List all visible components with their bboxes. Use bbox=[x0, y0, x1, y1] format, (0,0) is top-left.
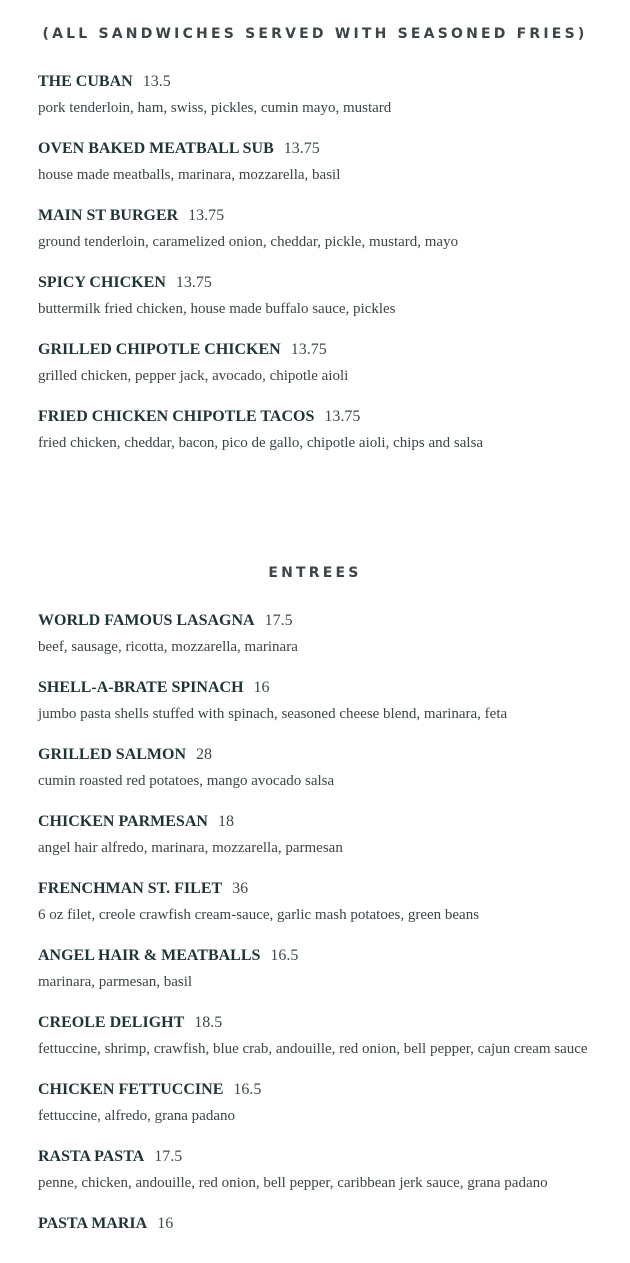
menu-item-price: 13.75 bbox=[283, 140, 320, 157]
menu-item-price: 16 bbox=[253, 679, 270, 696]
menu-item-price: 28 bbox=[196, 746, 213, 763]
menu-item bbox=[38, 611, 598, 660]
sandwiches-heading: (ALL SANDWICHES SERVED WITH SEASONED FRIES) bbox=[42, 26, 588, 42]
menu-item-header bbox=[38, 206, 598, 226]
menu-item bbox=[38, 678, 598, 727]
menu-item-price: 18.5 bbox=[194, 1014, 223, 1031]
menu-item-name: WORLD FAMOUS LASAGNA bbox=[38, 612, 255, 629]
menu-item-price: 13.75 bbox=[188, 207, 225, 224]
menu-item bbox=[38, 72, 598, 121]
menu-item bbox=[38, 1080, 598, 1129]
menu-item-price: 13.75 bbox=[290, 341, 327, 358]
menu-item-description: fettuccine, shrimp, crawfish, blue crab, andouille, red onion, bell pepper, cajun cream sauce bbox=[38, 1041, 588, 1057]
entrees-list bbox=[38, 611, 598, 1252]
menu-item-header bbox=[38, 1147, 598, 1167]
menu-item-description: cumin roasted red potatoes, mango avocado salsa bbox=[38, 773, 335, 789]
sandwiches-list bbox=[38, 72, 598, 474]
menu-item-name: CHICKEN PARMESAN bbox=[38, 813, 208, 830]
menu-item-description: grilled chicken, pepper jack, avocado, chipotle aioli bbox=[38, 368, 349, 384]
menu-item-description: 6 oz filet, creole crawfish cream-sauce, garlic mash potatoes, green beans bbox=[38, 907, 480, 923]
menu-item-price: 16.5 bbox=[233, 1081, 262, 1098]
menu-item-name: OVEN BAKED MEATBALL SUB bbox=[38, 140, 274, 157]
menu-item-header bbox=[38, 946, 598, 966]
menu-item-description: buttermilk fried chicken, house made buffalo sauce, pickles bbox=[38, 301, 396, 317]
menu-item-header bbox=[38, 1013, 598, 1033]
menu-item-header bbox=[38, 139, 598, 159]
menu-item-name: FRIED CHICKEN CHIPOTLE TACOS bbox=[38, 408, 315, 425]
menu-item-header bbox=[38, 812, 598, 832]
menu-item-name: SHELL-A-BRATE SPINACH bbox=[38, 679, 244, 696]
menu-item-description: pork tenderloin, ham, swiss, pickles, cumin mayo, mustard bbox=[38, 100, 392, 116]
menu-item-name: CHICKEN FETTUCCINE bbox=[38, 1081, 224, 1098]
menu-item-header bbox=[38, 340, 598, 360]
menu-item-header bbox=[38, 407, 598, 427]
menu-item-price: 17.5 bbox=[264, 612, 293, 629]
menu-item-header bbox=[38, 879, 598, 899]
menu-item bbox=[38, 139, 598, 188]
menu-item bbox=[38, 1147, 598, 1196]
menu-item-description: fettuccine, alfredo, grana padano bbox=[38, 1108, 235, 1124]
menu-item-description: penne, chicken, andouille, red onion, bell pepper, caribbean jerk sauce, grana padano bbox=[38, 1175, 548, 1191]
menu-item-header bbox=[38, 1080, 598, 1100]
menu-item bbox=[38, 206, 598, 255]
menu-item bbox=[38, 812, 598, 861]
menu-item bbox=[38, 879, 598, 928]
menu-item-description: house made meatballs, marinara, mozzarella, basil bbox=[38, 167, 341, 183]
menu-item-description: beef, sausage, ricotta, mozzarella, marinara bbox=[38, 639, 298, 655]
menu-item-name: ANGEL HAIR & MEATBALLS bbox=[38, 947, 261, 964]
menu-item-name: MAIN ST BURGER bbox=[38, 207, 179, 224]
menu-item-header bbox=[38, 1214, 598, 1234]
menu-item-name: GRILLED CHIPOTLE CHICKEN bbox=[38, 341, 281, 358]
menu-item-price: 16.5 bbox=[270, 947, 299, 964]
menu-item bbox=[38, 946, 598, 995]
menu-item-name: GRILLED SALMON bbox=[38, 746, 187, 763]
entrees-heading: ENTREES bbox=[268, 565, 362, 581]
menu-item-description: marinara, parmesan, basil bbox=[38, 974, 193, 990]
menu-item-name: CREOLE DELIGHT bbox=[38, 1014, 185, 1031]
menu-item-header bbox=[38, 273, 598, 293]
menu-item-price: 13.75 bbox=[324, 408, 361, 425]
menu-item bbox=[38, 340, 598, 389]
menu-item-name: THE CUBAN bbox=[38, 73, 133, 90]
menu-item-price: 13.5 bbox=[142, 73, 171, 90]
menu-item-name: PASTA MARIA bbox=[38, 1215, 148, 1232]
menu-item-price: 13.75 bbox=[175, 274, 212, 291]
menu-item-name: FRENCHMAN ST. FILET bbox=[38, 880, 223, 897]
menu-item-header bbox=[38, 611, 598, 631]
menu-item bbox=[38, 745, 598, 794]
menu-item bbox=[38, 273, 598, 322]
menu-item-price: 18 bbox=[217, 813, 234, 830]
menu-item-price: 36 bbox=[232, 880, 249, 897]
menu-item-header bbox=[38, 745, 598, 765]
menu-item bbox=[38, 407, 598, 456]
menu-item-name: SPICY CHICKEN bbox=[38, 274, 166, 291]
menu-item-header bbox=[38, 72, 598, 92]
menu-item-price: 17.5 bbox=[154, 1148, 183, 1165]
menu-item bbox=[38, 1214, 598, 1234]
menu-item-price: 16 bbox=[157, 1215, 174, 1232]
menu-item-header bbox=[38, 678, 598, 698]
menu-item-description: fried chicken, cheddar, bacon, pico de gallo, chipotle aioli, chips and salsa bbox=[38, 435, 484, 451]
menu-item-description: angel hair alfredo, marinara, mozzarella, parmesan bbox=[38, 840, 343, 856]
menu-item bbox=[38, 1013, 598, 1062]
menu-item-name: RASTA PASTA bbox=[38, 1148, 145, 1165]
menu-item-description: ground tenderloin, caramelized onion, cheddar, pickle, mustard, mayo bbox=[38, 234, 459, 250]
menu-item-description: jumbo pasta shells stuffed with spinach, seasoned cheese blend, marinara, feta bbox=[38, 706, 508, 722]
